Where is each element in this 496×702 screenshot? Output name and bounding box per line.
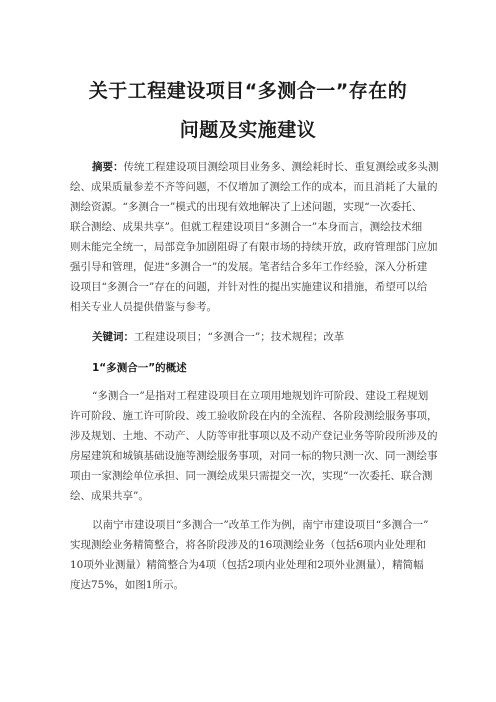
abstract-line-4: 联合测绘、成果共享”。但就工程建设项目“多测合一”本身而言，测绘技术细 (70, 221, 423, 233)
abstract-line-1 (92, 160, 439, 174)
section-1-para-2-line-4: 度达75%，如图1所示。 (70, 579, 185, 591)
section-1-para-1-line-5: 项由一家测绘单位承担、同一测绘成果只需提交一次，实现“一次委托、联合测 (70, 470, 433, 482)
section-1-para-2-line-2: 实现测绘业务精简整合，将各阶段涉及的16项测绘业务（包括6项内业处理和 (70, 539, 427, 551)
abstract-label: 摘要： (92, 161, 124, 173)
abstract-line-8: 相关专业人员提供借鉴与参考。 (70, 301, 217, 313)
keywords-label: 关键词： (92, 331, 134, 343)
document-title-line-1: 关于工程建设项目“多测合一”存在的 (88, 80, 408, 102)
abstract-line-3: 测绘资源。“多测合一”模式的出现有效地解决了上述问题，实现“一次委托、 (70, 201, 423, 213)
keywords-line (92, 330, 344, 344)
keywords-text: 工程建设项目；“多测合一”；技术规程；改革 (134, 331, 345, 343)
section-1-para-2-line-3: 10项外业测量）精简整合为4项（包括2项内业处理和2项外业测量），精简幅 (70, 559, 424, 571)
abstract-line-7: 设项目“多测合一”存在的问题，并针对性的提出实施建议和措施，希望可以给 (70, 281, 428, 293)
section-1-heading: 1“多测合一”的概述 (92, 362, 187, 374)
document-title-line-2: 问题及实施建议 (179, 119, 317, 141)
abstract-line-5: 则未能完全统一，局部竞争加剧阻碍了有限市场的持续开放，政府管理部门应加 (70, 241, 438, 253)
section-1-para-1-line-2: 许可阶段、施工许可阶段、竣工验收阶段在内的全流程、各阶段测绘服务事项， (70, 410, 438, 422)
section-1-para-1-line-1: “多测合一”是指对工程建设项目在立项用地规划许可阶段、建设工程规划 (92, 390, 429, 402)
abstract-line-2: 绘、成果质量参差不齐等问题，不仅增加了测绘工作的成本，而且消耗了大量的 (70, 181, 438, 193)
section-1-para-1-line-4: 房屋建筑和城镇基础设施等测绘服务事项，对同一标的物只测一次、同一测绘事 (70, 450, 438, 462)
abstract-text: 传统工程建设项目测绘项目业务多、测绘耗时长、重复测绘或多头测 (123, 161, 439, 173)
section-1-para-1-line-6: 绘、成果共享”。 (70, 490, 149, 502)
section-1-para-2-line-1: 以南宁市建设项目“多测合一”改革工作为例，南宁市建设项目“多测合一” (92, 519, 429, 531)
abstract-line-6: 强引导和管理，促进“多测合一”的发展。笔者结合多年工作经验，深入分析建 (70, 261, 428, 273)
section-1-para-1-line-3: 涉及规划、土地、不动产、人防等审批事项以及不动产登记业务等阶段所涉及的 (70, 430, 438, 442)
